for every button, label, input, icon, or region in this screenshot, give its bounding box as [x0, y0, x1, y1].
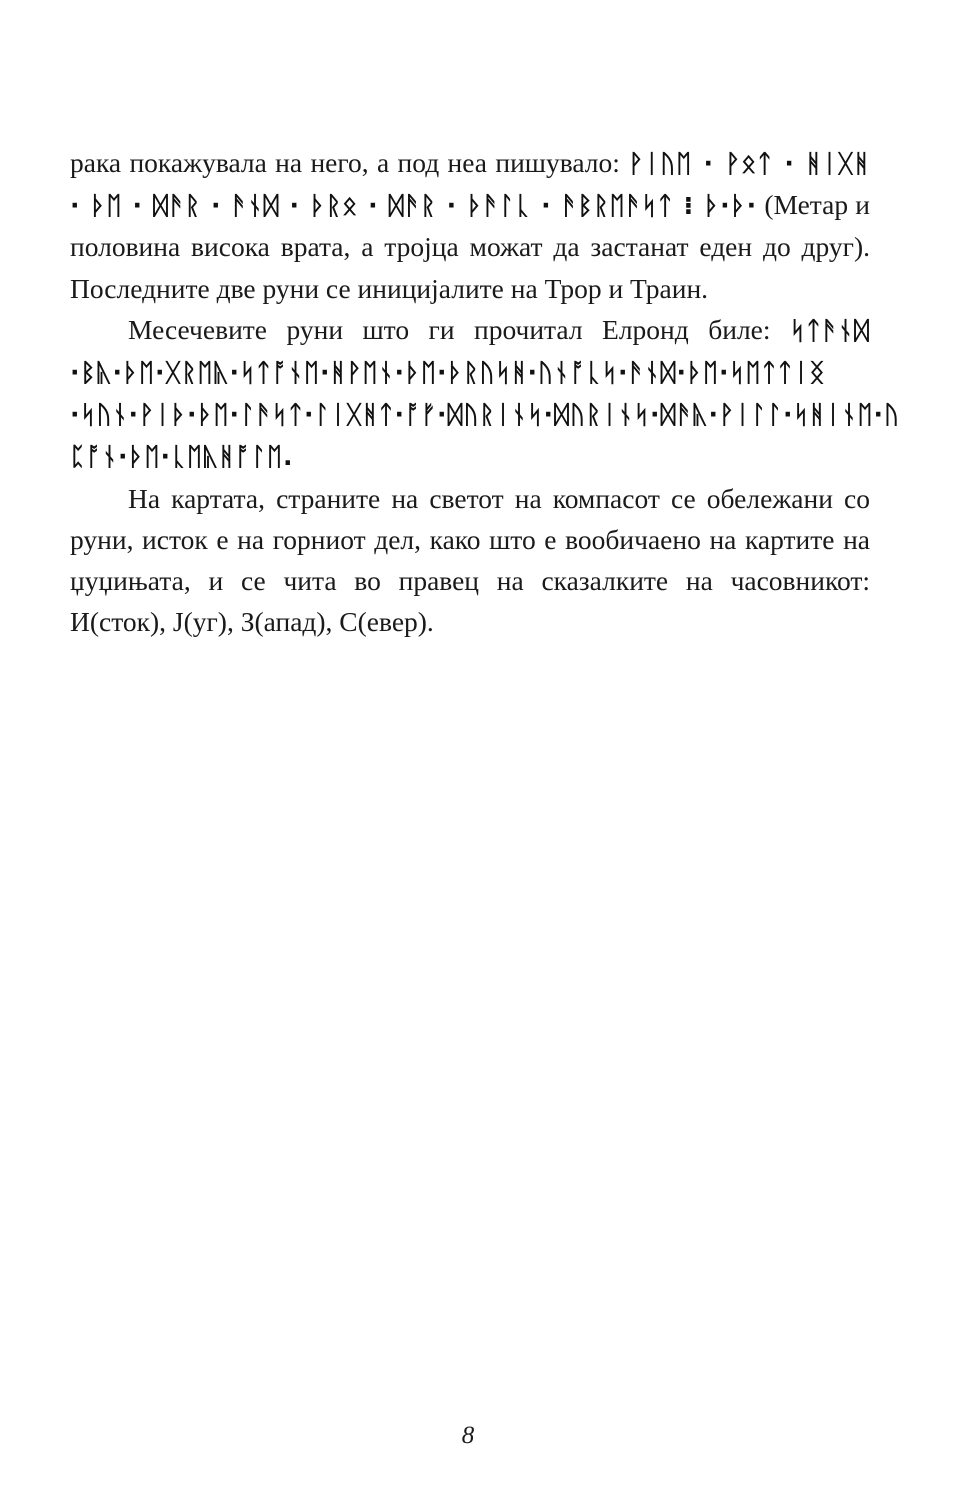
runic-inscription: ᚹᛁᚢᛖ · ᚹᛟᛏ · ᚻᛁᚷᚻ · ᚦᛖ · ᛞᚫᚱ · ᚫᚾᛞ · ᚦᚱᛟ · ᛞᚫᚱ · ᚦᚫᛚᚳ · ᚫᛒᚱᛖᚫᛋᛏ ⁝ ᚦ·ᚦ·	[70, 149, 870, 221]
paragraph-moon-runes	[70, 309, 900, 478]
paragraph-text: рака покажувала на него, а под неа пишувало:	[70, 147, 629, 178]
page-body	[70, 142, 900, 642]
paragraph-compass	[70, 478, 870, 643]
paragraph-text: На картата, страните на светот на компасот се обележани со руни, исток е на горниот дел, како што е вообичаено на картите на џуџињата, и се чита во правец на сказалките на часовникот: И(сток), Ј(уг), З(апад), С(евер).	[70, 482, 870, 638]
paragraph-text: Месечевите руни што ги прочитал Елронд биле:	[128, 313, 790, 345]
page-number: 8	[461, 1422, 475, 1449]
paragraph-door-inscription	[70, 142, 870, 309]
paragraph-text: (Метар и половина висока врата, а тројца можат да застанат еден до друг). Последните две руни се иницијалите на Трор и Траин.	[70, 189, 871, 304]
runic-moon-letters: ᛋᛏᚫᚾᛞ ·ᛒᚣ·ᚦᛖ·ᚷᚱᛖᚣ·ᛋᛏᚩᚾᛖ·ᚻᚹᛖᚾ·ᚦᛖ·ᚦᚱᚢᛋᚻ·ᚢᚾᚩᚳᛋ·ᚫᚾᛞ·ᚦᛖ·ᛋᛖᛏᛏᛁᛝ ·ᛋᚢᚾ·ᚹᛁᚦ·ᚦᛖ·ᛚᚫᛋᛏ·ᛚᛁᚷᚻᛏ·ᚩᚠ·ᛞᚢᚱᛁᚾᛋ·ᛞᚢᚱᛁᚾᛋ·ᛞᚫᚣ·ᚹᛁᛚᛚ·ᛋᚻᛁᚾᛖ·ᚢ ᛈᚩᚾ·ᚦᛖ·ᚳᛖᚣᚻᚩᛚᛖ.	[70, 315, 900, 472]
